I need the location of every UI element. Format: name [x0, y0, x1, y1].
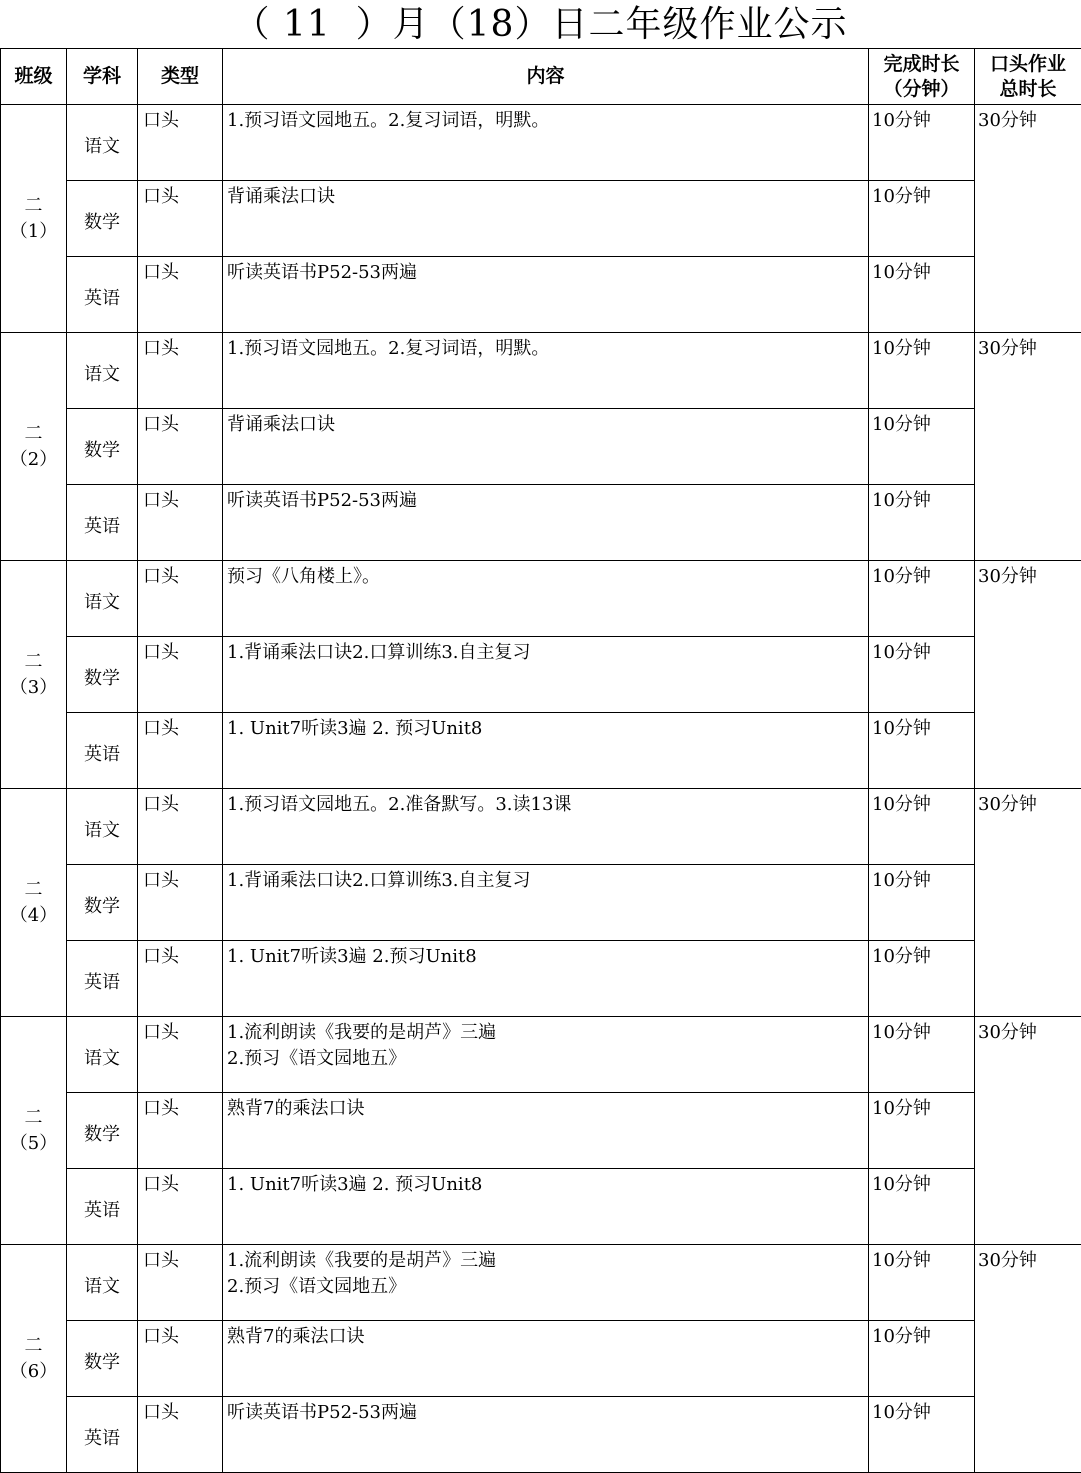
header-duration-line2: （分钟） — [883, 77, 960, 100]
header-total-line2: 总时长 — [999, 77, 1057, 100]
duration-cell: 10分钟 — [869, 181, 975, 257]
content-cell: 1.预习语文园地五。2.复习词语，明默。 — [223, 333, 869, 409]
table-row — [1, 1397, 1081, 1473]
content-cell: 1.预习语文园地五。2.准备默写。3.读13课 — [223, 789, 869, 865]
subject-cell: 数学 — [67, 865, 138, 941]
subject-cell: 数学 — [67, 637, 138, 713]
header-subject: 学科 — [67, 49, 138, 105]
subject-cell: 英语 — [67, 1169, 138, 1245]
class-number: （4） — [9, 904, 58, 926]
subject-cell: 语文 — [67, 1017, 138, 1093]
header-content: 内容 — [223, 49, 869, 105]
subject-cell: 英语 — [67, 941, 138, 1017]
subject-cell: 语文 — [67, 1245, 138, 1321]
duration-cell: 10分钟 — [869, 865, 975, 941]
header-total-line1: 口头作业 — [989, 52, 1066, 75]
content-cell: 背诵乘法口诀 — [223, 409, 869, 485]
type-cell: 口头 — [138, 1321, 223, 1397]
type-cell: 口头 — [138, 713, 223, 789]
type-cell: 口头 — [138, 1169, 223, 1245]
class-grade: 二 — [24, 1106, 43, 1128]
content-cell: 听读英语书P52-53两遍 — [223, 1397, 869, 1473]
table-row — [1, 713, 1081, 789]
table-row — [1, 1017, 1081, 1093]
subject-cell: 数学 — [67, 409, 138, 485]
total-duration-cell: 30分钟 — [975, 561, 1081, 789]
class-number: （6） — [9, 1360, 58, 1382]
class-grade: 二 — [24, 194, 43, 216]
class-cell — [1, 1017, 67, 1245]
duration-cell: 10分钟 — [869, 409, 975, 485]
content-cell: 1. Unit7听读3遍 2. 预习Unit8 — [223, 713, 869, 789]
duration-cell: 10分钟 — [869, 1017, 975, 1093]
table-row — [1, 1321, 1081, 1397]
class-grade: 二 — [24, 1334, 43, 1356]
total-duration-cell: 30分钟 — [975, 789, 1081, 1017]
table-row — [1, 409, 1081, 485]
table-row — [1, 1169, 1081, 1245]
class-grade: 二 — [24, 878, 43, 900]
table-row — [1, 485, 1081, 561]
duration-cell: 10分钟 — [869, 789, 975, 865]
class-cell — [1, 789, 67, 1017]
total-duration-cell: 30分钟 — [975, 333, 1081, 561]
type-cell: 口头 — [138, 1245, 223, 1321]
table-row — [1, 865, 1081, 941]
content-cell: 听读英语书P52-53两遍 — [223, 257, 869, 333]
type-cell: 口头 — [138, 865, 223, 941]
duration-cell: 10分钟 — [869, 1093, 975, 1169]
table-row — [1, 637, 1081, 713]
class-cell — [1, 333, 67, 561]
content-cell: 听读英语书P52-53两遍 — [223, 485, 869, 561]
subject-cell: 语文 — [67, 333, 138, 409]
duration-cell: 10分钟 — [869, 1321, 975, 1397]
header-class: 班级 — [1, 49, 67, 105]
table-row — [1, 1093, 1081, 1169]
content-cell: 1.流利朗读《我要的是胡芦》三遍 2.预习《语文园地五》 — [223, 1245, 869, 1321]
duration-cell: 10分钟 — [869, 1397, 975, 1473]
duration-cell: 10分钟 — [869, 105, 975, 181]
page-title: （ 11 ）月（18）日二年级作业公示 — [233, 4, 848, 45]
class-grade: 二 — [24, 422, 43, 444]
type-cell: 口头 — [138, 1397, 223, 1473]
class-number: （5） — [9, 1132, 58, 1154]
duration-cell: 10分钟 — [869, 485, 975, 561]
subject-cell: 数学 — [67, 1321, 138, 1397]
duration-cell: 10分钟 — [869, 1169, 975, 1245]
subject-cell: 语文 — [67, 105, 138, 181]
class-number: （3） — [9, 676, 58, 698]
content-cell: 熟背7的乘法口诀 — [223, 1321, 869, 1397]
subject-cell: 数学 — [67, 1093, 138, 1169]
content-cell: 1.流利朗读《我要的是胡芦》三遍 2.预习《语文园地五》 — [223, 1017, 869, 1093]
header-type: 类型 — [138, 49, 223, 105]
table-body — [1, 105, 1081, 1473]
table-row — [1, 941, 1081, 1017]
content-cell: 熟背7的乘法口诀 — [223, 1093, 869, 1169]
homework-table — [0, 48, 1081, 1473]
subject-cell: 语文 — [67, 561, 138, 637]
table-row — [1, 561, 1081, 637]
header-row — [1, 49, 1081, 105]
content-cell: 1.背诵乘法口诀2.口算训练3.自主复习 — [223, 865, 869, 941]
duration-cell: 10分钟 — [869, 257, 975, 333]
class-cell — [1, 561, 67, 789]
type-cell: 口头 — [138, 257, 223, 333]
subject-cell: 英语 — [67, 1397, 138, 1473]
type-cell: 口头 — [138, 485, 223, 561]
type-cell: 口头 — [138, 561, 223, 637]
header-duration — [869, 49, 975, 105]
duration-cell: 10分钟 — [869, 941, 975, 1017]
subject-cell: 英语 — [67, 257, 138, 333]
duration-cell: 10分钟 — [869, 561, 975, 637]
header-duration-line1: 完成时长 — [883, 52, 960, 75]
type-cell: 口头 — [138, 789, 223, 865]
content-cell: 1.背诵乘法口诀2.口算训练3.自主复习 — [223, 637, 869, 713]
content-cell: 背诵乘法口诀 — [223, 181, 869, 257]
duration-cell: 10分钟 — [869, 1245, 975, 1321]
class-cell — [1, 1245, 67, 1473]
total-duration-cell: 30分钟 — [975, 105, 1081, 333]
duration-cell: 10分钟 — [869, 713, 975, 789]
type-cell: 口头 — [138, 1017, 223, 1093]
table-row — [1, 789, 1081, 865]
table-row — [1, 181, 1081, 257]
class-cell — [1, 105, 67, 333]
content-cell: 1.预习语文园地五。2.复习词语，明默。 — [223, 105, 869, 181]
table-row — [1, 333, 1081, 409]
subject-cell: 数学 — [67, 181, 138, 257]
type-cell: 口头 — [138, 637, 223, 713]
type-cell: 口头 — [138, 181, 223, 257]
table-row — [1, 257, 1081, 333]
duration-cell: 10分钟 — [869, 333, 975, 409]
table-row — [1, 105, 1081, 181]
type-cell: 口头 — [138, 1093, 223, 1169]
table-row — [1, 1245, 1081, 1321]
class-grade: 二 — [24, 650, 43, 672]
type-cell: 口头 — [138, 941, 223, 1017]
type-cell: 口头 — [138, 105, 223, 181]
content-cell: 1. Unit7听读3遍 2.预习Unit8 — [223, 941, 869, 1017]
type-cell: 口头 — [138, 333, 223, 409]
type-cell: 口头 — [138, 409, 223, 485]
duration-cell: 10分钟 — [869, 637, 975, 713]
total-duration-cell: 30分钟 — [975, 1245, 1081, 1473]
header-total — [975, 49, 1081, 105]
subject-cell: 英语 — [67, 713, 138, 789]
class-number: （2） — [9, 448, 58, 470]
subject-cell: 英语 — [67, 485, 138, 561]
class-number: （1） — [9, 220, 58, 242]
subject-cell: 语文 — [67, 789, 138, 865]
content-cell: 1. Unit7听读3遍 2. 预习Unit8 — [223, 1169, 869, 1245]
total-duration-cell: 30分钟 — [975, 1017, 1081, 1245]
content-cell: 预习《八角楼上》。 — [223, 561, 869, 637]
